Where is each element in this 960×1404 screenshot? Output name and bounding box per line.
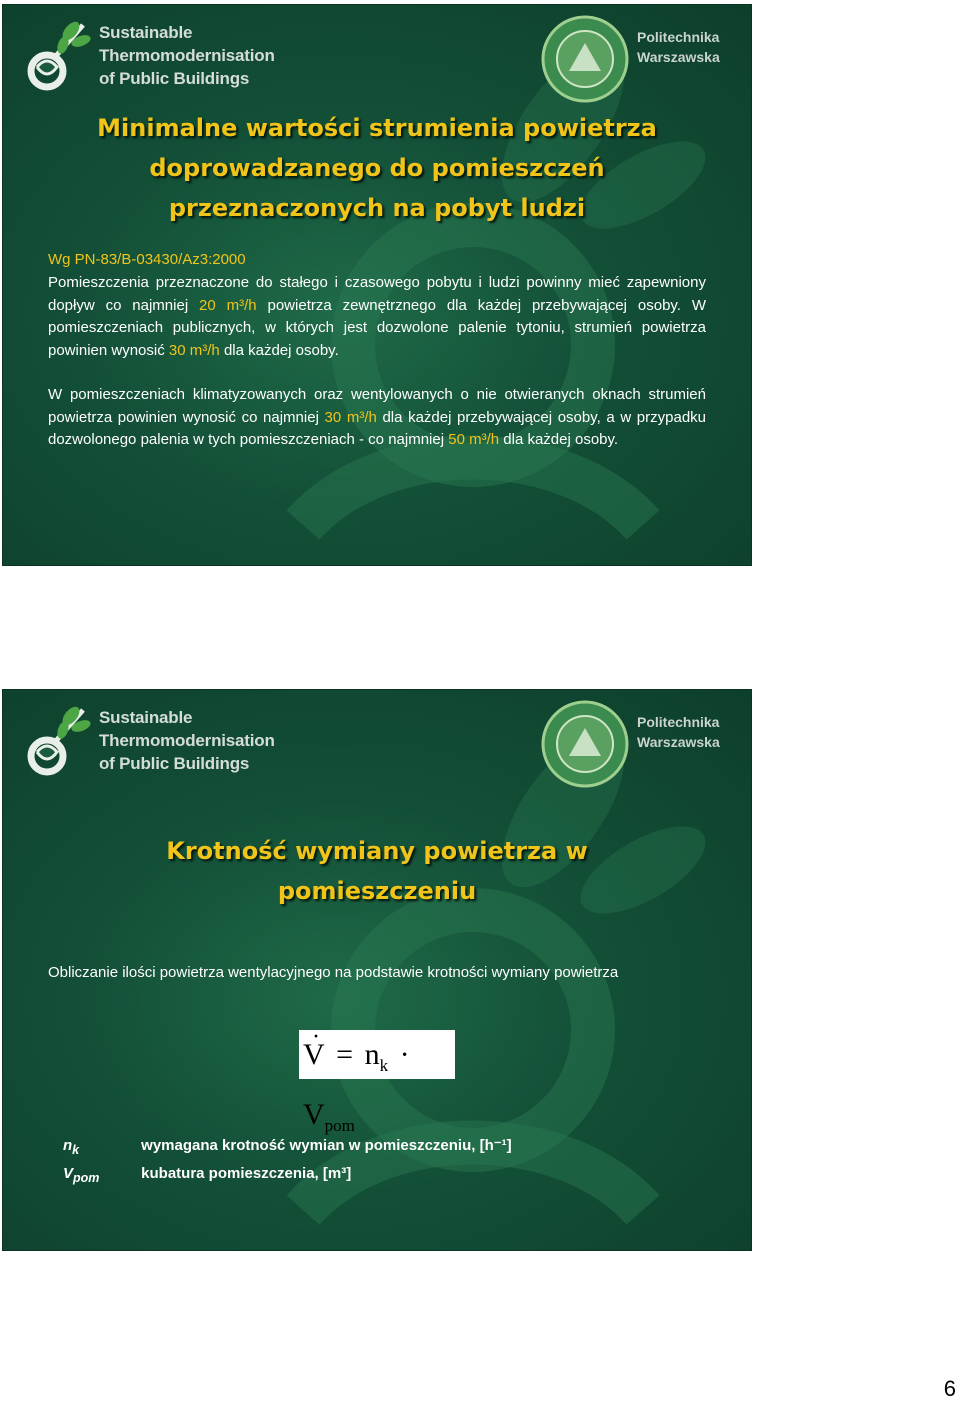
university-name [637, 712, 720, 752]
title-line: doprowadzanego do pomieszczeń [149, 154, 605, 182]
formula-equals: = [336, 1038, 354, 1071]
text: dla każdej przebywającej osoby, a w przypadku dozwolonego palenia w tych pomieszczeniach - co najmniej [48, 408, 707, 448]
brand-line: Thermomodernisation [99, 46, 275, 65]
university-seal-icon [539, 698, 631, 790]
formula-dot: · [399, 1038, 410, 1071]
text: dla każdej osoby. [503, 431, 619, 448]
university-name [637, 27, 720, 67]
brand-line: Sustainable [99, 708, 193, 727]
title-line: przeznaczonych na pobyt ludzi [168, 194, 586, 222]
paragraph-2 [48, 384, 706, 452]
paragraph-1 [48, 272, 706, 362]
brand-line: Sustainable [99, 23, 193, 42]
formula-n-sub: k [379, 1056, 389, 1075]
tree-logo-icon [25, 15, 95, 95]
page-number: 6 [943, 1376, 956, 1401]
slide-1-title [43, 108, 711, 228]
slide-2-title [43, 831, 711, 911]
value-highlight: 20 m³/h [199, 296, 257, 314]
brand-line: of Public Buildings [99, 754, 250, 773]
symbol-legend [63, 1134, 512, 1190]
text: W pomieszczeniach klimatyzowanych oraz wentylowanych o nie otwieranych oknach strumień powietrza powinien wynosić co najmniej [48, 386, 706, 426]
legend-description: wymagana krotność wymian w pomieszczeniu, [h⁻¹] [141, 1137, 512, 1154]
value-highlight: 50 m³/h [448, 431, 500, 448]
university-line: Warszawska [637, 49, 720, 65]
brand-line: of Public Buildings [99, 69, 250, 88]
text: powietrza zewnętrznego dla każdej przebywającej osoby. W pomieszczeniach publicznych, w których jest dozwolone palenie tytoniu, strumień powietrza powinien wynosić [48, 296, 707, 359]
brand-name [99, 21, 275, 90]
university-line: Politechnika [637, 29, 720, 45]
legend-symbol: $n_k$ [63, 1137, 80, 1157]
university-line: Warszawska [637, 734, 720, 750]
formula-v-sub: pom [324, 1116, 355, 1135]
norm-reference: Wg PN-83/B-03430/Az3:2000 [48, 251, 246, 268]
title-line: Minimalne wartości strumienia powietrza [97, 114, 657, 142]
formula-v: V [303, 1098, 325, 1131]
legend-symbol: $V_{pom}$ [63, 1165, 100, 1185]
formula-lhs: · V [303, 1030, 325, 1079]
text: dla każdej osoby. [223, 341, 339, 359]
text: Pomieszczenia przeznaczone do stałego i czasowego pobytu i ludzi powinny mieć zapewniony dopływ co najmniej [48, 274, 706, 314]
title-line: pomieszczeniu [277, 877, 477, 905]
university-seal-icon [539, 13, 631, 105]
value-highlight: 30 m³/h [168, 341, 220, 359]
formula-n: n [364, 1038, 380, 1071]
title-line: Krotność wymiany powietrza w [166, 837, 588, 865]
university-line: Politechnika [637, 714, 720, 730]
legend-row [63, 1162, 512, 1190]
intro-text: Obliczanie ilości powietrza wentylacyjnego na podstawie krotności wymiany powietrza [48, 964, 619, 981]
brand-line: Thermomodernisation [99, 731, 275, 750]
slide-2 [2, 689, 752, 1251]
legend-description: kubatura pomieszczenia, [m³] [141, 1165, 352, 1182]
legend-row [63, 1134, 512, 1162]
brand-name [99, 706, 275, 775]
formula [299, 1030, 455, 1135]
tree-logo-icon [25, 700, 95, 780]
value-highlight: 30 m³/h [324, 408, 377, 426]
slide-1 [2, 4, 752, 566]
